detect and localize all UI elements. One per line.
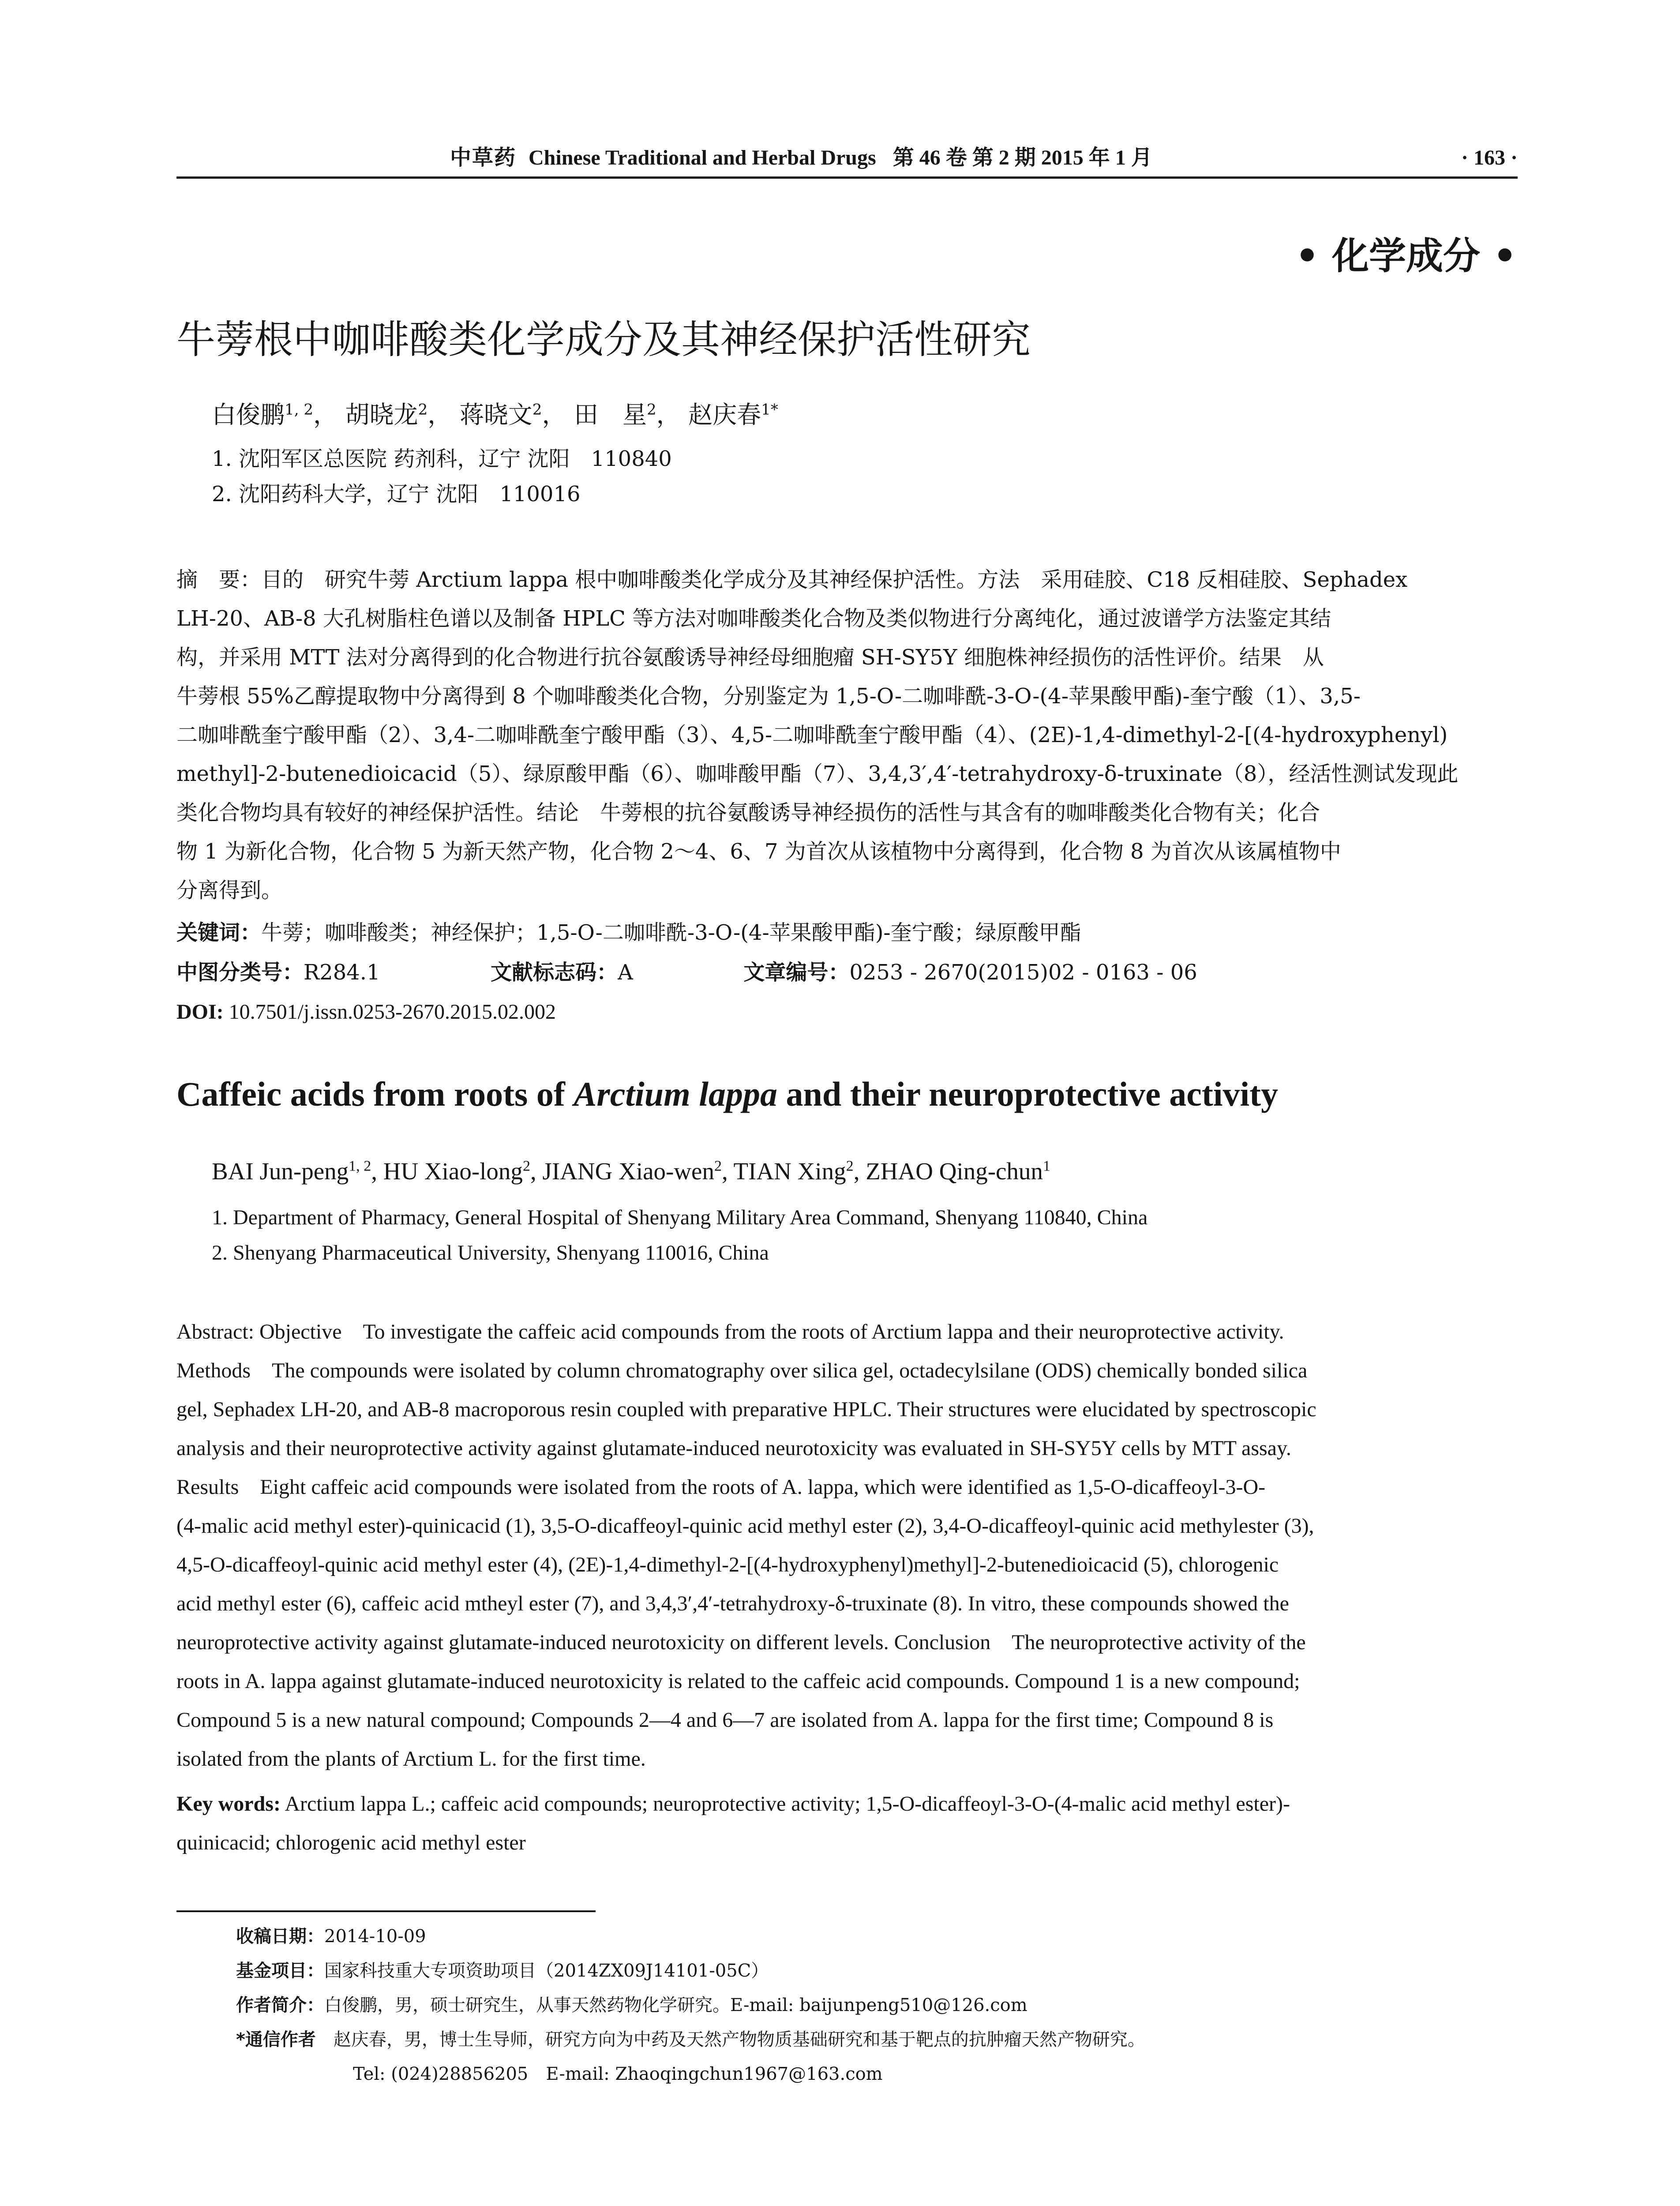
en-author: JIANG Xiao-wen: [542, 1158, 714, 1185]
cn-author-separator: ，: [656, 401, 681, 429]
cn-abstract-line: methyl]-2-butenedioicacid（5）、绿原酸甲酯（6）、咖啡酸甲酯（7）、3,4,3′,4′-tetrahydroxy-δ-truxinate（8），经活性测试发现此: [176, 762, 1459, 786]
en-abstract-line: roots in A. lappa against glutamate-induced neurotoxicity is related to the caffeic acid compounds. Compound 1 is a new compound;: [176, 1670, 1300, 1693]
en-author: BAI Jun-peng: [212, 1158, 349, 1185]
cn-author-affil-mark: 2: [418, 401, 428, 419]
en-author-affil-mark: 1: [1042, 1158, 1050, 1174]
corr-contact: Tel: (024)28856205 E-mail: Zhaoqingchun1967@163.com: [353, 2064, 883, 2084]
cn-authors: [212, 395, 778, 435]
cn-author-affil-mark: 1, 2: [285, 401, 314, 419]
cn-author-separator: ，: [428, 401, 452, 429]
en-title: [176, 1068, 1278, 1121]
cn-abstract-line: LH-20、AB-8 大孔树脂柱色谱以及制备 HPLC 等方法对咖啡酸类化合物及类似物进行分离纯化，通过波谱学方法鉴定其结: [176, 606, 1331, 631]
en-author-affil-mark: 2: [522, 1158, 530, 1174]
corr-value: 赵庆春，男，博士生导师，研究方向为中药及天然产物物质基础研究和基于靶点的抗肿瘤天然产物研究。: [333, 2030, 1145, 2050]
en-author-affil-mark: 2: [714, 1158, 722, 1174]
cn-author-separator: ，: [542, 401, 566, 429]
en-abstract-line: Results Eight caffeic acid compounds were isolated from the roots of A. lappa, which were identified as 1,5-O-dicaffeoyl-3-O-: [176, 1475, 1266, 1499]
clc-value: R284.1: [304, 960, 380, 985]
en-keywords: [176, 1785, 1518, 1862]
doc-code-value: A: [618, 960, 633, 985]
issue-info: 第 46 卷 第 2 期 2015 年 1 月: [892, 146, 1152, 169]
footnotes: [236, 1919, 1515, 2091]
en-abstract-line: Abstract: Objective To investigate the caffeic acid compounds from the roots of Arctium lappa and their neuroprotective activity.: [176, 1320, 1284, 1343]
cn-abstract-line: 类化合物均具有较好的神经保护活性。结论 牛蒡根的抗谷氨酸诱导神经损伤的活性与其含有的咖啡酸类化合物有关；化合: [176, 800, 1320, 825]
running-header: [176, 140, 1518, 176]
en-affiliations: [212, 1200, 1148, 1271]
funding: [236, 1954, 1515, 1988]
received-label: 收稿日期：: [236, 1926, 324, 1947]
en-author: TIAN Xing: [733, 1158, 846, 1185]
en-author-affil-mark: 2: [846, 1158, 854, 1174]
cn-author: 蒋晓文: [459, 401, 532, 429]
cn-author-affil-mark: 1*: [761, 401, 778, 419]
en-keywords-label: Key words:: [176, 1792, 281, 1816]
header-rule: [176, 176, 1518, 179]
article-no-label: 文章编号：: [743, 960, 850, 985]
page-number: · 163 ·: [1461, 146, 1518, 169]
cn-author: 田 星: [574, 401, 647, 429]
en-author-separator: ,: [722, 1158, 734, 1185]
en-abstract-line: isolated from the plants of Arctium L. for the first time.: [176, 1747, 646, 1771]
fund-label: 基金项目：: [236, 1961, 324, 1981]
received-date: [236, 1919, 1515, 1954]
cn-abstract-line: 二咖啡酰奎宁酸甲酯（2）、3,4-二咖啡酰奎宁酸甲酯（3）、4,5-二咖啡酰奎宁酸甲酯（4）、(2E)-1,4-dimethyl-2-[(4-hydroxyphenyl): [176, 723, 1448, 747]
cn-abstract: [176, 560, 1518, 910]
doi-value: 10.7501/j.issn.0253-2670.2015.02.002: [229, 1000, 556, 1024]
en-author: ZHAO Qing-chun: [866, 1158, 1043, 1185]
en-keywords-line: [176, 1785, 1518, 1823]
en-author-separator: ,: [530, 1158, 543, 1185]
author-bio: [236, 1988, 1515, 2022]
doi-label: DOI:: [176, 1000, 224, 1024]
cn-author-separator: ，: [313, 401, 338, 429]
en-abstract-line: 4,5-O-dicaffeoyl-quinic acid methyl ester (4), (2E)-1,4-dimethyl-2-[(4-hydroxyphenyl)methyl]-2-butenedioicacid (5), chlorogenic: [176, 1553, 1279, 1576]
en-keywords-text: Arctium lappa L.; caffeic acid compounds; neuroprotective activity; 1,5-O-dicaffeoyl-3-O-(4-malic acid methyl ester)-: [285, 1792, 1290, 1816]
en-abstract-line: analysis and their neuroprotective activity against glutamate-induced neurotoxicity was evaluated in SH-SY5Y cells by MTT assay.: [176, 1437, 1291, 1460]
cn-abstract-line: 摘 要：目的 研究牛蒡 Arctium lappa 根中咖啡酸类化学成分及其神经保护活性。方法 采用硅胶、C18 反相硅胶、Sephadex: [176, 567, 1408, 592]
clc-label: 中图分类号：: [176, 960, 304, 985]
cn-keywords-label: 关键词：: [176, 920, 262, 945]
en-abstract-line: gel, Sephadex LH-20, and AB-8 macroporous resin coupled with preparative HPLC. Their structures were elucidated by spectroscopic: [176, 1398, 1316, 1421]
en-title-part: Caffeic acids from roots of: [176, 1075, 574, 1113]
en-authors: [212, 1152, 1050, 1191]
en-author-affil-mark: 1, 2: [349, 1158, 371, 1174]
cn-classification-line: [176, 953, 1518, 992]
cn-author: 赵庆春: [688, 401, 761, 429]
journal-en-name: Chinese Traditional and Herbal Drugs: [529, 146, 876, 169]
en-abstract-line: acid methyl ester (6), caffeic acid mtheyl ester (7), and 3,4,3′,4′-tetrahydroxy-δ-truxinate (8). In vitro, these compounds showed the: [176, 1592, 1289, 1615]
cn-author: 白俊鹏: [212, 401, 285, 429]
cn-abstract-line: 牛蒡根 55%乙醇提取物中分离得到 8 个咖啡酸类化合物，分别鉴定为 1,5-O-二咖啡酰-3-O-(4-苹果酸甲酯)-奎宁酸（1）、3,5-: [176, 684, 1361, 709]
cn-affiliation: 1. 沈阳军区总医院 药剂科，辽宁 沈阳 110840: [212, 446, 672, 471]
en-abstract-line: Methods The compounds were isolated by column chromatography over silica gel, octadecylsilane (ODS) chemically bonded silica: [176, 1359, 1308, 1382]
cn-keywords: [176, 913, 1518, 952]
cn-author: 胡晓龙: [345, 401, 418, 429]
corr-label: *通信作者: [236, 2030, 316, 2050]
bio-value: 白俊鹏，男，硕士研究生，从事天然药物化学研究。E-mail: baijunpeng510@126.com: [324, 1995, 1028, 2015]
cn-title: 牛蒡根中咖啡酸类化学成分及其神经保护活性研究: [176, 317, 1031, 362]
journal-info: [450, 140, 1152, 176]
en-title-species: Arctium lappa: [574, 1075, 777, 1113]
en-title-part: and their neuroprotective activity: [777, 1075, 1279, 1113]
article-no-value: 0253 - 2670(2015)02 - 0163 - 06: [849, 960, 1197, 985]
en-author-separator: ,: [853, 1158, 866, 1185]
footnote-rule: [176, 1910, 596, 1912]
journal-cn-name: 中草药: [450, 146, 517, 169]
en-abstract-line: neuroprotective activity against glutamate-induced neurotoxicity on different levels. Conclusion The neuroprotective activity of the: [176, 1631, 1306, 1654]
cn-affiliations: [212, 441, 672, 512]
cn-abstract-line: 分离得到。: [176, 878, 283, 903]
fund-value: 国家科技重大专项资助项目（2014ZX09J14101-05C）: [324, 1961, 769, 1981]
en-author-separator: ,: [371, 1158, 383, 1185]
en-keywords-line: quinicacid; chlorogenic acid methyl ester: [176, 1831, 526, 1854]
cn-abstract-line: 构，并采用 MTT 法对分离得到的化合物进行抗谷氨酸诱导神经母细胞瘤 SH-SY5Y 细胞株神经损伤的活性评价。结果 从: [176, 645, 1324, 670]
cn-affiliation: 2. 沈阳药科大学，辽宁 沈阳 110016: [212, 482, 581, 506]
en-abstract-line: (4-malic acid methyl ester)-quinicacid (1), 3,5-O-dicaffeoyl-quinic acid methyl ester (2), 3,4-O-dicaffeoyl-quinic acid methylester (3),: [176, 1514, 1314, 1538]
en-affiliation: 1. Department of Pharmacy, General Hospital of Shenyang Military Area Command, Shenyang 110840, China: [212, 1206, 1148, 1229]
doc-code-label: 文献标志码：: [491, 960, 618, 985]
doi-line: [176, 993, 1518, 1032]
en-author: HU Xiao-long: [383, 1158, 523, 1185]
cn-keywords-text: 牛蒡；咖啡酸类；神经保护；1,5-O-二咖啡酰-3-O-(4-苹果酸甲酯)-奎宁酸；绿原酸甲酯: [261, 920, 1081, 945]
bio-label: 作者简介：: [236, 1995, 324, 2015]
en-abstract-line: Compound 5 is a new natural compound; Compounds 2—4 and 6—7 are isolated from A. lappa for the first time; Compound 8 is: [176, 1708, 1274, 1732]
en-affiliation: 2. Shenyang Pharmaceutical University, Shenyang 110016, China: [212, 1241, 769, 1264]
cn-abstract-line: 物 1 为新化合物，化合物 5 为新天然产物，化合物 2～4、6、7 为首次从该植物中分离得到，化合物 8 为首次从该属植物中: [176, 839, 1341, 864]
cn-author-affil-mark: 2: [532, 401, 542, 419]
corresponding-author: [236, 2022, 1515, 2057]
cn-author-affil-mark: 2: [646, 401, 656, 419]
en-abstract: [176, 1313, 1518, 1778]
received-value: 2014-10-09: [324, 1926, 426, 1947]
section-label: • 化学成分 •: [1295, 234, 1517, 278]
